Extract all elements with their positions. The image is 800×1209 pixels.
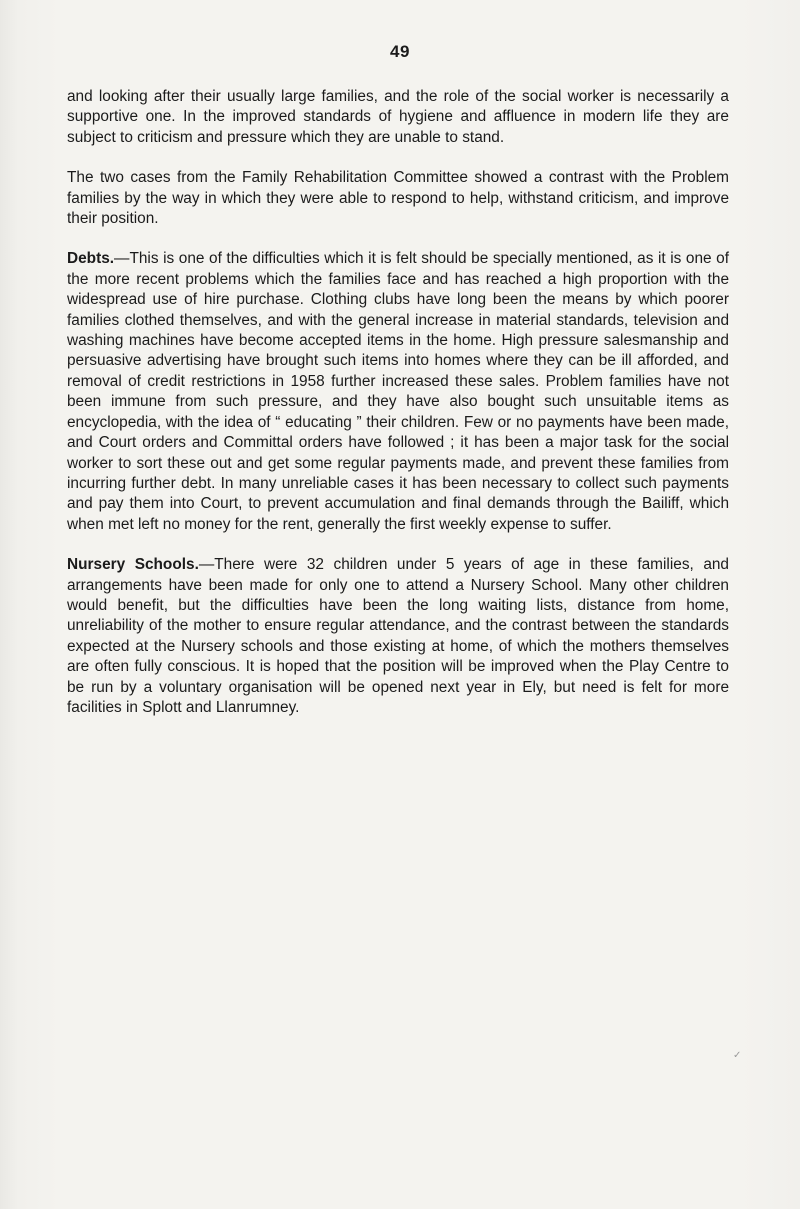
- body-text: [67, 87, 729, 738]
- section-heading-debts: Debts.: [67, 250, 115, 268]
- paragraph-family-rehabilitation: [67, 168, 729, 229]
- paragraph-debts: [67, 249, 729, 535]
- section-heading-nursery-schools: Nursery Schools.: [67, 556, 199, 574]
- paragraph-text: —There were 32 children under 5 years of age in these families, and arrangements have been made for only one to attend a Nursery School. Many other children would benefit, but the difficulties have been the long waiting lists, distance from home, unreliability of the mother to ensure regular attendance, and the contrast between the standards expected at the Nursery schools and those existing at home, of which the mothers themselves are often fully conscious. It is hoped that the position will be improved when the Play Centre to be run by a voluntary organisation will be opened next year in Ely, but need is felt for more facilities in Splott and Llanrumney.: [67, 556, 729, 716]
- paragraph-nursery-schools: [67, 555, 729, 718]
- scan-mark-icon: ✓: [733, 1050, 742, 1061]
- paragraph-text: and looking after their usually large families, and the role of the social worker is necessarily a supportive one. In the improved standards of hygiene and affluence in modern life they are subject to criticism and pressure which they are unable to stand.: [67, 88, 729, 146]
- paragraph-text: The two cases from the Family Rehabilitation Committee showed a contrast with the Problem families by the way in which they were able to respond to help, withstand criticism, and improve their position.: [67, 169, 729, 228]
- paragraph-intro: [67, 87, 729, 148]
- page-number: 49: [390, 42, 410, 61]
- paragraph-text: —This is one of the difficulties which it is felt should be specially mentioned, as it is one of the more recent problems which the families face and has reached a high proportion with the widespread use of hire purchase. Clothing clubs have long been the means by which poorer families clothed themselves, and with the general increase in material standards, television and washing machines have become accepted items in the home. High pressure salesmanship and persuasive advertising have brought such items into homes where they can be ill afforded, and removal of credit restrictions in 1958 further increased these sales. Problem families have not been immune from such pressure, and they have also bought such unsuitable items as encyclopedia, with the idea of “ educating ” their children. Few or no payments have been made, and Court orders and Committal orders have followed ; it has been a major task for the social worker to sort these out and get some regular payments made, and prevent these families from incurring further debt. In many unreliable cases it has been necessary to collect such payments and pay them into Court, to prevent accumulation and final demands through the Bailiff, which when met left no money for the rent, generally the first weekly expense to suffer.: [67, 250, 729, 533]
